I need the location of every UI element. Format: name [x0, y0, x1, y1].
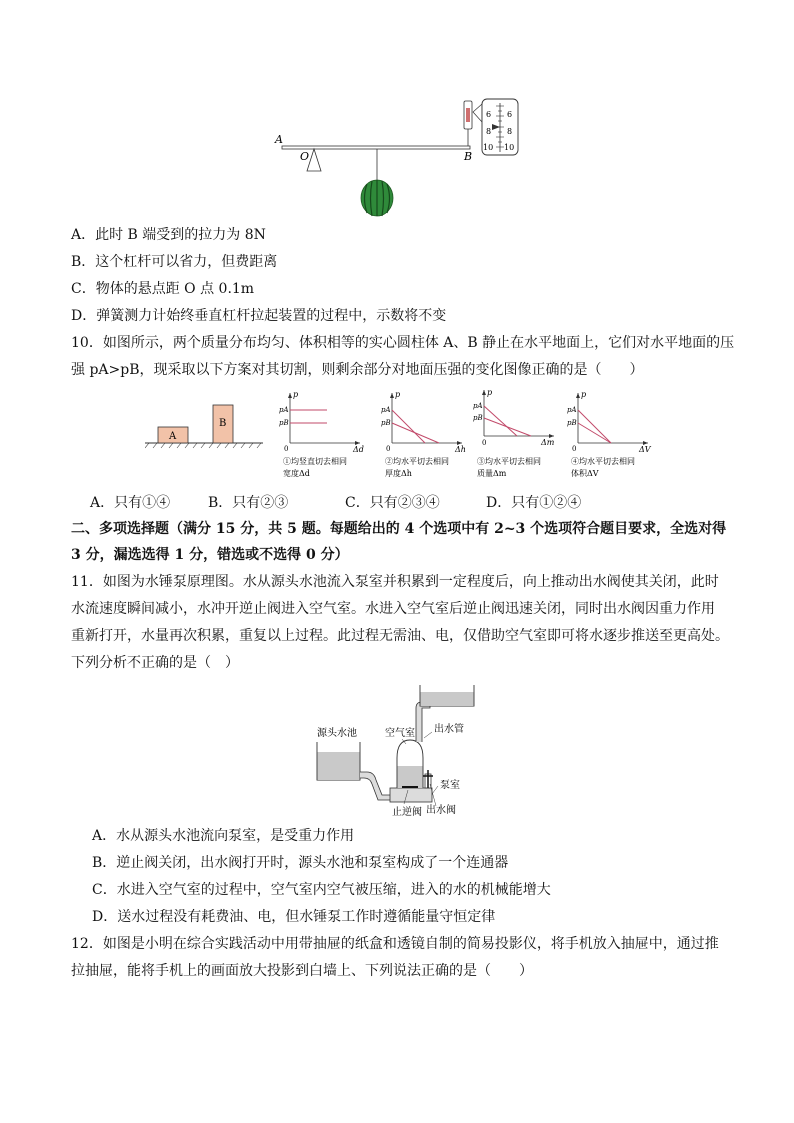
q9-option-c: C．物体的悬点距 O 点 0.1m: [71, 281, 255, 297]
graph3-origin: 0: [482, 439, 487, 447]
tick-right-10: 10: [504, 143, 515, 152]
graph3-pB: pB: [473, 414, 483, 422]
graph2-pA: pA: [381, 406, 391, 414]
graph4-p: p: [581, 390, 587, 399]
graph3-p: p: [487, 388, 493, 397]
graph3-pA: pA: [473, 402, 483, 410]
pump-chamber: [390, 788, 432, 802]
graph1-origin: 0: [284, 445, 289, 453]
block-B-label: B: [219, 418, 227, 429]
q11-stem-line3: 重新打开，水量再次积累，重复以上过程。此过程无需油、电，仅借助空气室即可将水逐步推送至更高处。: [71, 628, 729, 644]
q10-option-b: B．只有②③: [208, 495, 289, 511]
q10-option-a: A．只有①④: [90, 495, 171, 511]
graph1-caption1: ①均竖直切去相同: [283, 457, 347, 466]
q9-option-d: D．弹簧测力计始终垂直杠杆拉起装置的过程中，示数将不变: [71, 308, 447, 324]
graph-2: [381, 390, 466, 478]
outlet-valve: [423, 770, 433, 788]
air-chamber: [397, 740, 423, 788]
inlet-pipe: [360, 772, 392, 800]
tick-left-6: 6: [486, 110, 492, 119]
tick-left-8: 8: [486, 127, 492, 136]
q11-option-a: A．水从源头水池流向泵室，是受重力作用: [92, 828, 355, 844]
graph1-pB: pB: [279, 419, 289, 427]
graph3-caption1: ③均水平切去相同: [477, 457, 541, 466]
q11-option-d: D．送水过程没有耗费油、电，但水锤泵工作时遵循能量守恒定律: [92, 909, 496, 925]
label-air-chamber: 空气室: [385, 728, 415, 739]
graph4-pB: pB: [567, 419, 577, 427]
q10-stem-line2: 强 pA>pB，现采取以下方案对其切割，则剩余部分对地面压强的变化图像正确的是（ ）: [71, 362, 644, 378]
q10-figure: [145, 388, 665, 484]
section2-heading-line1: 二、多项选择题（满分 15 分，共 5 题。每题给出的 4 个选项中有 2~3 个选项符合题目要求，全选对得: [71, 521, 727, 537]
graph1-pA: pA: [279, 406, 289, 414]
graph4-x-axis: ΔV: [639, 445, 651, 454]
label-A: A: [275, 133, 283, 146]
q10-option-d: D．只有①②④: [486, 495, 582, 511]
label-pump-chamber: 泵室: [440, 780, 460, 791]
q9-option-b: B．这个杠杆可以省力，但费距离: [71, 254, 278, 270]
graph-4: [567, 390, 652, 478]
graph4-origin: 0: [572, 445, 577, 453]
graph4-caption2: 体积ΔV: [571, 469, 599, 478]
q10-stem-line1: 10．如图所示，两个质量分布均匀、体积相等的实心圆柱体 A、B 静止在水平地面上，它们对水平地面的压: [71, 335, 735, 351]
source-pool: [317, 742, 360, 780]
q11-option-c: C．水进入空气室的过程中，空气室内空气被压缩，进入的水的机械能增大: [92, 882, 551, 898]
fulcrum: [307, 149, 321, 171]
graph2-pB: pB: [381, 419, 391, 427]
q11-stem-line1: 11．如图为水锤泵原理图。水从源头水池流入泵室并积累到一定程度后，向上推动出水阀使其关闭，此时: [71, 574, 719, 590]
graph4-caption1: ④均水平切去相同: [571, 457, 635, 466]
graph2-caption2: 厚度Δh: [385, 469, 412, 478]
graph2-origin: 0: [386, 445, 391, 453]
magnifier-callout: [473, 104, 482, 122]
ground-with-blocks: [145, 405, 263, 448]
label-O: O: [300, 150, 310, 163]
q12-stem-line2: 拉抽屉，能将手机上的画面放大投影到白墙上、下列说法正确的是（ ）: [71, 963, 533, 979]
q11-option-b: B．逆止阀关闭，出水阀打开时，源头水池和泵室构成了一个连通器: [92, 855, 509, 871]
label-outlet-pipe: 出水管: [434, 724, 464, 735]
graph3-caption2: 质量Δm: [477, 469, 507, 478]
q9-option-a: A．此时 B 端受到的拉力为 8N: [71, 227, 266, 243]
graph-3: [473, 388, 555, 478]
tick-left-10: 10: [483, 143, 494, 152]
graph2-x-axis: Δh: [455, 445, 466, 454]
watermelon-icon: [361, 180, 393, 216]
graph-1: [279, 390, 364, 478]
q10-option-c: C．只有②③④: [345, 495, 440, 511]
graph1-caption2: 宽度Δd: [283, 469, 310, 478]
graph3-x-axis: Δm: [541, 438, 555, 447]
lever-bar: [282, 146, 470, 149]
tick-right-6: 6: [507, 110, 513, 119]
graph1-p: p: [293, 390, 299, 399]
graph1-x-axis: Δd: [353, 445, 364, 454]
graph4-pA: pA: [567, 406, 577, 414]
water-hammer-pump-figure: [312, 680, 492, 820]
tick-right-8: 8: [507, 127, 513, 136]
label-outlet-valve: 出水阀: [426, 805, 456, 816]
graph2-caption1: ②均水平切去相同: [385, 457, 449, 466]
label-check-valve: 止逆阀: [392, 807, 422, 818]
graph2-p: p: [395, 390, 401, 399]
lever-figure: [270, 96, 530, 220]
elevated-tank: [420, 685, 474, 706]
label-B: B: [464, 150, 473, 163]
q11-stem-line4: 下列分析不正确的是（ ）: [71, 655, 239, 671]
q11-stem-line2: 水流速度瞬间减小，水冲开逆止阀进入空气室。水进入空气室后逆止阀迅速关闭，同时出水阀因重力作用: [71, 601, 715, 617]
label-source-pool: 源头水池: [317, 728, 357, 739]
section2-heading-line2: 3 分，漏选选得 1 分，错选或不选得 0 分）: [71, 547, 349, 563]
q12-stem-line1: 12．如图是小明在综合实践活动中用带抽屉的纸盒和透镜自制的简易投影仪，将手机放入抽屉中，通过推: [71, 936, 719, 952]
block-A-label: A: [169, 431, 177, 442]
